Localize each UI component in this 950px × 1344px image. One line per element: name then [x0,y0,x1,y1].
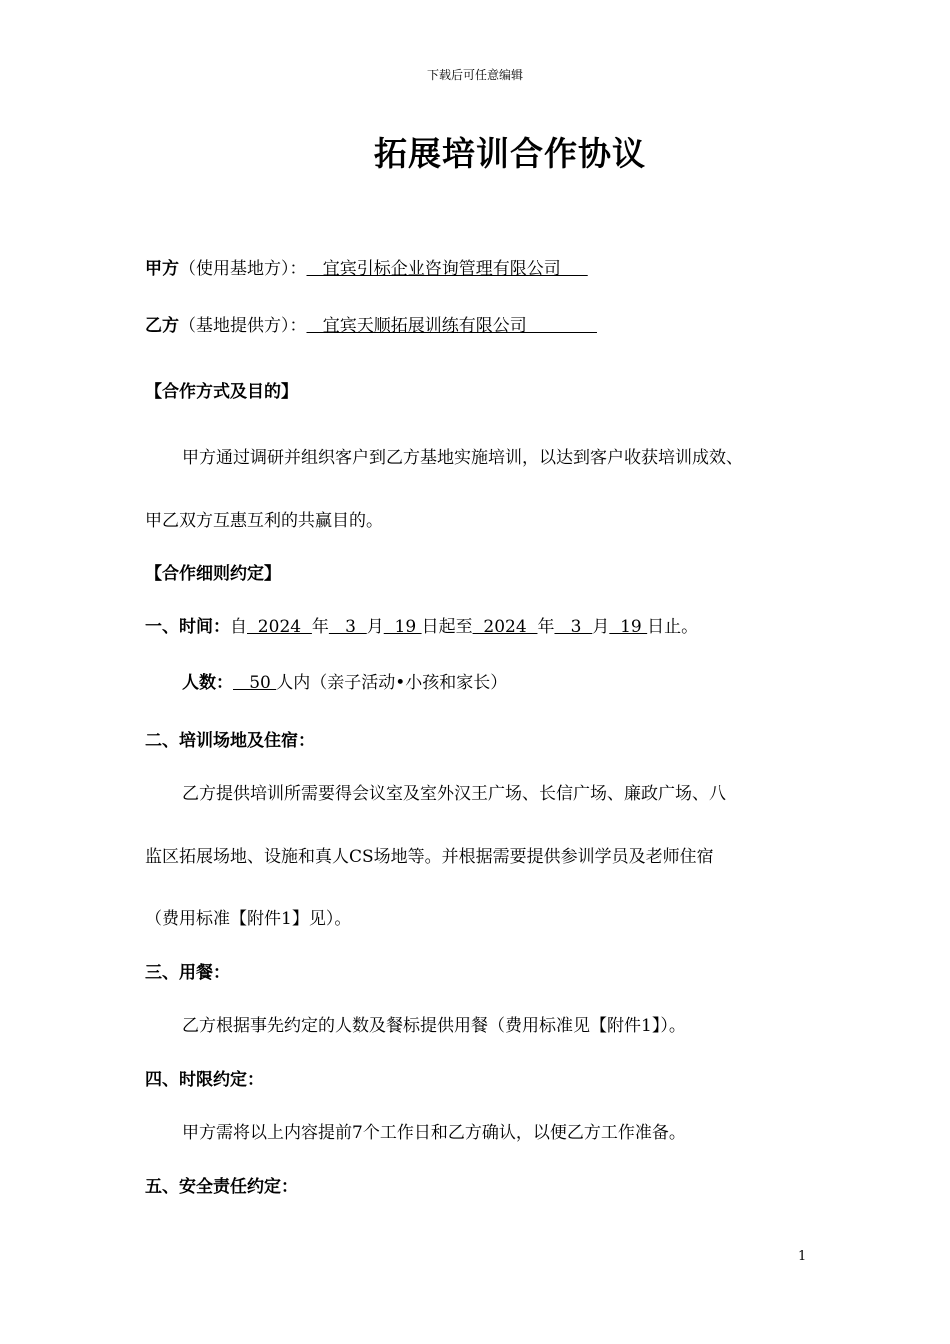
people-line [182,668,507,693]
document-title: 拓展培训合作协议 [374,134,646,173]
party-a-label: 甲方 [145,259,179,279]
page-header: 下载后可任意编辑 [426,68,523,82]
purpose-heading: 【合作方式及目的】 [145,382,298,402]
people-suffix: 人内（亲子活动•小孩和家长） [276,673,508,693]
page-number: 1 [798,1249,807,1264]
start-month: 3 [328,617,367,637]
time-line [145,612,698,637]
year-unit: 年 [311,617,329,637]
party-b-label: 乙方 [145,316,179,336]
venue-heading: 二、培训场地及住宿： [145,731,315,751]
end-day: 19 [609,617,648,637]
start-year: 2024 [247,617,312,637]
safety-heading: 五、安全责任约定： [145,1177,298,1197]
details-heading: 【合作细则约定】 [145,564,281,584]
day-start-suffix: 日起至 [421,617,473,637]
month-unit: 月 [592,617,610,637]
purpose-text-line2: 甲乙双方互惠互利的共赢目的。 [145,511,383,531]
meals-heading: 三、用餐： [145,963,230,983]
start-day: 19 [383,617,422,637]
day-end-suffix: 日止。 [647,617,699,637]
party-a-line [145,254,588,279]
party-b-line [145,311,597,336]
venue-text-line3: （费用标准【附件1】见）。 [145,909,352,929]
year-unit: 年 [537,617,555,637]
party-a-value: 宜宾引标企业咨询管理有限公司 [306,259,588,279]
venue-text-line2: 监区拓展场地、设施和真人CS场地等。并根据需要提供参训学员及老师住宿 [145,847,714,867]
end-year: 2024 [472,617,538,637]
meals-text: 乙方根据事先约定的人数及餐标提供用餐（费用标准见【附件1】）。 [182,1016,686,1036]
time-label: 一、时间： [145,617,230,637]
end-month: 3 [554,617,593,637]
month-unit: 月 [366,617,384,637]
party-b-role: （基地提供方）： [179,316,307,336]
venue-text-line1: 乙方提供培训所需要得会议室及室外汉王广场、长信广场、廉政广场、八 [182,784,726,804]
purpose-text-line1: 甲方通过调研并组织客户到乙方基地实施培训，以达到客户收获培训成效、 [182,448,743,468]
deadline-text: 甲方需将以上内容提前7个工作日和乙方确认，以便乙方工作准备。 [182,1123,686,1143]
party-a-role: （使用基地方）： [179,259,307,279]
people-label: 人数： [182,673,233,693]
time-from: 自 [230,617,247,637]
people-value: 50 [233,673,277,693]
party-b-value: 宜宾天顺拓展训练有限公司 [306,316,597,336]
deadline-heading: 四、时限约定： [145,1070,264,1090]
